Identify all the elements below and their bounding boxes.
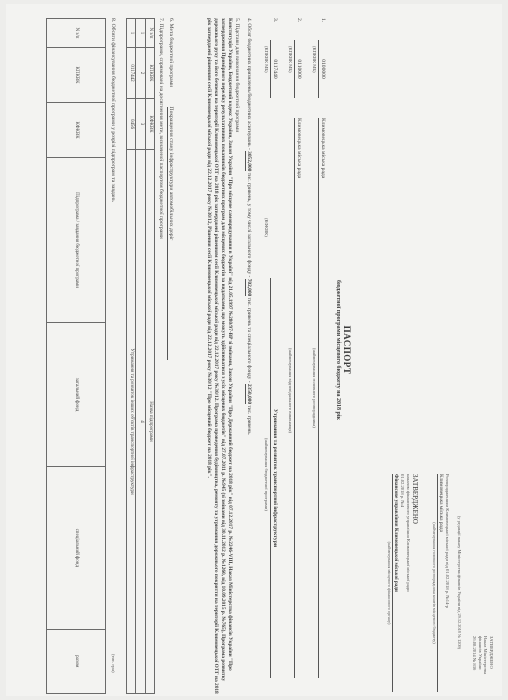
row-number: 3. [272,18,278,23]
column-header: КФКВК [47,103,106,158]
name-caption: (найменування бюджетної програми) [264,438,269,511]
council-caption: (найменування головного розпорядника коштів місцевого бюджету) [431,522,437,644]
program-name: Утримання та розвиток транспортної інфраструктури [270,278,278,678]
volume-prefix: 4. Обсяг бюджетних призначень/бюджетних асигнувань - [246,18,252,150]
finance-caption: (найменування місцевого фінансового органу) [386,541,392,625]
column-number: 1 [136,19,145,48]
passport-document [6,4,502,696]
budget-volume [245,18,252,694]
resolution-line: Розпорядженням Климовецької міської ради від 01.02.2018 р. №14-р [445,474,450,609]
goal-label: 6. Мета бюджетної програми [168,18,174,88]
column-header: разом [47,629,106,693]
order-number: 01.02.2018 р. №4 [399,474,405,508]
code-caption: (КПКВК МБ) [288,46,293,73]
column-number: 4 [136,150,145,694]
corner-line: ЗАТВЕРДЖЕНО [489,636,494,669]
approval-heading: ЗАТВЕРДЖЕНО [411,474,420,524]
column-number: 2 [136,48,145,99]
subprograms-table [126,18,155,694]
column-number: 3 [136,99,145,150]
table-number-row [136,19,145,694]
title-main: ПАСПОРТ [342,325,352,375]
corner-line: Наказ Міністерства [483,636,489,675]
scanned-page [6,4,502,696]
kpkvk-code: 0110000 [294,40,302,98]
financing-table [46,18,106,694]
volume-suffix: тис. гривень. [246,405,252,436]
column-header: КФКВК [145,99,154,150]
volume-mid2: тис. гривень та спеціального фонду - [246,297,252,383]
table-cell: Утримання та розвиток інших об'єктів транспортної інфраструктури [127,150,136,694]
kpkvk-code: 0100000 [318,40,326,98]
volume-special-fund: 2350,000 [246,383,252,405]
goal-value: Покращення стану інфраструктури автомобільних доріг [167,107,174,361]
column-header: N з/п [47,19,106,48]
column-header: КПКВК [145,48,154,99]
column-header: Підпрограма / завдання бюджетної програми [47,158,106,323]
column-header: загальний фонд [47,323,106,467]
program-name: Климовецька міська рада [318,118,326,678]
name-caption: (найменування головного розпорядника) [312,348,317,428]
title-sub: бюджетної програми місцевого бюджету на 2018 рік [334,280,341,420]
corner-line: 26.08.2014 № 836 [472,636,478,671]
document-title [333,4,352,696]
volume-general-fund: 702,000 [246,278,252,297]
kfkvk-caption: (КФКВК) [264,218,269,237]
finance-dept: Фінансове управління Климовецької міської ради [392,474,400,692]
code-caption: (КПКВК МБ) [312,46,317,73]
corner-line: фінансів України [478,636,483,670]
column-header: N з/п [145,19,154,48]
code-caption: (КПКВК МБ) [264,46,269,73]
table-cell: 1 [127,19,136,48]
column-header: Назва підпрограми [145,150,154,694]
table-cell: 0456 [127,99,136,150]
row-number: 1. [320,18,326,23]
volume-mid: тис. гривень, у тому числі загального фонду - [246,172,252,278]
table-row [127,19,136,694]
column-header: спеціальний фонд [47,467,106,630]
volume-total: 3052,000 [246,151,252,172]
corner-amendment: (у редакції наказу Міністерства фінансів України від 29.12.2018 № 1209) [457,516,462,650]
approval-block [386,474,450,692]
corner-approval [472,636,494,692]
table-header-row [145,19,154,694]
kpkvk-code: 0117440 [270,40,278,98]
table-header-row [47,19,106,694]
subprograms-heading: 7. Підпрограми, спрямовані на досягнення мети, визначеної паспортом бюджетної програми [158,18,164,239]
legal-basis-heading: 5. Підстави для виконання бюджетної програми [234,18,240,133]
financing-heading: 8. Обсяги фінансування бюджетної програми у розрізі підпрограм та завдань [110,18,116,202]
legal-basis [206,18,240,694]
legal-basis-body: Конституція України, Бюджетний кодекс України, Закон України "Про місцеве самоврядування в Україні" від 21.05.1997 №280/97-ВР зі змінами, Закон України "Про Державний бюджет на 2018 рік" від 07.12.2017 р. №2246-VIII, Наказ Міністерства фінансів України "Про затвердження Примірного переліку результативних показників бюджетних програм для місцевих бюджетів за видатками, що можуть здійснюватися з усіх місцевих бюджетів" від 27.07.2011 р. №945 (зі змінами від 30.11.2012 р. №1260, від 10.09.2015 р. №765), Програма розвитку дорожнього руху та його безпеки на території Климовецької ОТГ на 2018 рік затверджені рішенням сесії Климовецької міської ради від 22.12.2017 року №30/12. Програма проведення будівництва, ремонту та утримання дорожнього покриття на території Климовецької ОТГ на 2018 рік затверджені рішенням сесії Климовецької міської ради від 22.12.2017 року №30/12, Рішення сесії Климовецької міської ради від 22.12.2017 року №30/12 "Про місцевий бюджет на 2018 рік". [206,18,234,694]
program-goal [167,18,174,694]
column-header: КПКВК [47,48,106,103]
council-name: Климовецька міська рада [437,474,445,692]
financing-unit: (тис. грн) [111,654,116,673]
program-name: Климовецька міська рада [294,118,302,678]
order-line: наказом фінансового управління Климовецької міської ради [405,474,411,592]
table-cell: 0117442 [127,48,136,99]
row-number: 2. [296,18,302,23]
name-caption: (найменування відповідального виконавця) [288,348,293,433]
